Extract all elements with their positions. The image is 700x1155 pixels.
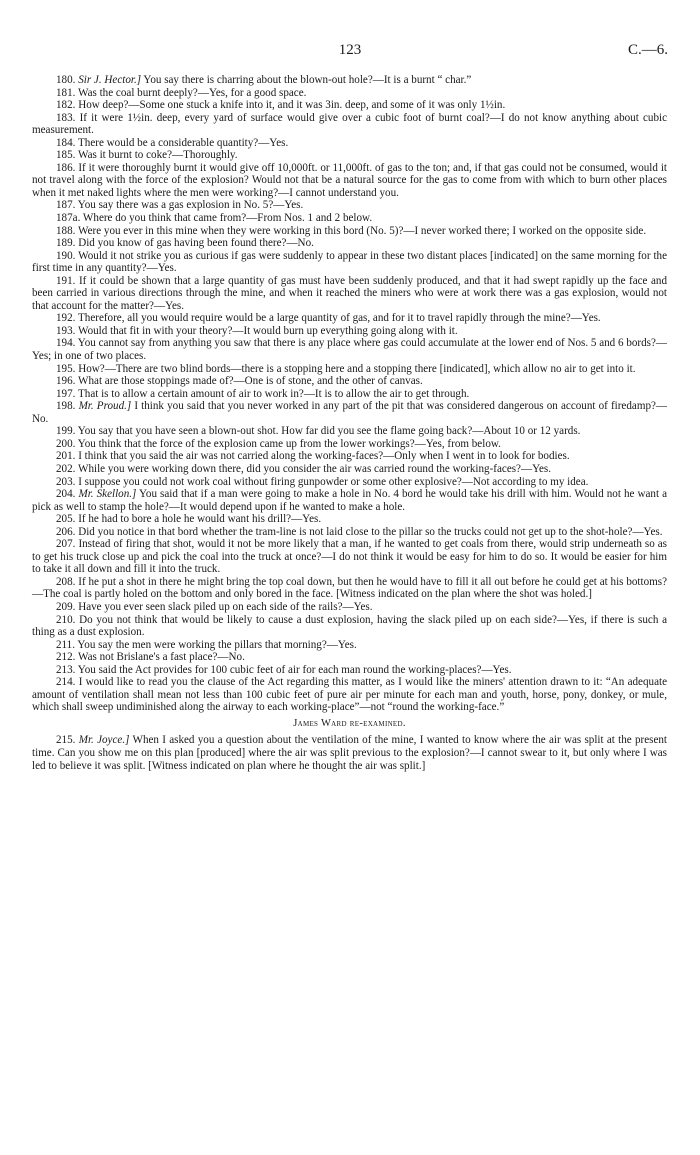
testimony-paragraph [32,237,667,250]
page-number: 123 [338,42,362,58]
question-number: 213. [56,663,76,676]
testimony-paragraph [32,312,667,325]
testimony-paragraph [32,614,667,639]
paragraph-text: Did you know of gas having been found there?—No. [78,237,314,250]
testimony-paragraph [32,400,667,425]
question-number: 187. [56,199,76,212]
paragraph-text: I suppose you could not work coal without firing gunpowder or some other explosive?—Not according to my idea. [78,475,589,488]
testimony-paragraph [32,137,667,150]
paragraph-text: How deep?—Some one stuck a knife into it, and it was 3in. deep, and some of it was only 1½in. [78,99,506,112]
testimony-paragraph [32,438,667,451]
question-number: 188. [56,224,76,237]
question-number: 210. [56,613,76,626]
testimony-paragraph [32,526,667,539]
testimony-paragraph [32,275,667,313]
question-number: 204. [56,488,76,501]
paragraph-text: Did you notice in that bord whether the tram-line is not laid close to the pillar so the trucks could not get up to the shot-hole?—Yes. [78,525,663,538]
paragraph-text: You think that the force of the explosion came up from the lower workings?—Yes, from below. [77,437,501,450]
paragraph-text: I would like to read you the clause of the Act regarding this matter, as I would like the miners' attention drawn to it: “An adequate amount of ventilation shall mean not less than 100 cubic feet of pure air per minute for each man and youth, horse, pony, donkey, or mule, which shall sweep undiminished along the airway to each working-place”—not “round the working-face.” [32,676,667,714]
question-number: 198. [56,400,76,413]
testimony-paragraph [32,388,667,401]
question-number: 191. [56,274,76,287]
testimony-paragraph [32,99,667,112]
paragraph-text: You say the men were working the pillars that morning?—Yes. [77,638,357,651]
paragraph-text: I think that you said the air was not carried along the working-faces?—Only when I went in to look for bodies. [78,450,570,463]
question-number: 202. [56,462,76,475]
paragraph-text: You said the Act provides for 100 cubic feet of air for each man round the working-places?—Yes. [77,663,512,676]
paragraph-text: Where do you think that came from?—From Nos. 1 and 2 below. [82,212,373,225]
testimony-paragraph [32,664,667,677]
testimony-paragraph [32,576,667,601]
testimony-paragraph [32,488,667,513]
testimony-paragraph [32,325,667,338]
paragraph-text: How?—There are two blind bords—there is a stopping here and a stopping there [indicated], which allow no air to get into it. [78,362,636,375]
testimony-paragraph [32,250,667,275]
testimony-paragraph [32,476,667,489]
paragraph-text: I think you said that you never worked in any part of the pit that was considered dangerous on account of firedamp?—No. [32,400,668,425]
question-number: 190. [56,249,76,262]
paragraph-text: There would be a considerable quantity?—Yes. [78,136,289,149]
question-number: 194. [56,337,76,350]
paragraph-text: You said that if a man were going to make a hole in No. 4 bord he would take his drill with him. Would not he want a pick as well to stamp the hole?—It would depend upon if he wanted to make a hole. [32,488,667,513]
question-number: 207. [56,538,76,551]
question-number: 214. [56,676,76,689]
question-number: 193. [56,324,76,337]
question-number: 181. [56,86,76,99]
paragraph-text: If it were 1½in. deep, every yard of surface would give over a cubic foot of burnt coal?—I do not know anything about cubic measurement. [32,111,667,137]
paragraph-text: Was the coal burnt deeply?—Yes, for a good space. [78,86,307,99]
section-heading: James Ward re-examined. [293,717,406,729]
testimony-paragraph [32,112,667,137]
document-reference: C.—6. [627,42,668,58]
question-number: 197. [56,387,76,400]
page-header [0,42,700,64]
paragraph-text: That is to allow a certain amount of air to work in?—It is to allow the air to get through. [78,387,470,400]
testimony-paragraph [32,363,667,376]
paragraph-text: Instead of firing that shot, would it not be more likely that a man, if he wanted to get coals from there, would strip underneath so as to get his truck close up and pick the coal into the truck at once?—I do not think it would be easy for him to do so. It would be easier for him to take it all down and fill it into the truck. [32,538,667,576]
testimony-paragraph [32,513,667,526]
testimony-paragraph [32,337,667,362]
question-number: 186. [56,161,76,174]
speaker-name: Sir J. Hector.] [78,74,142,86]
question-number: 209. [56,600,76,613]
testimony-paragraph [32,199,667,212]
speaker-name: Mr. Joyce.] [78,734,130,747]
testimony-paragraph [32,87,667,100]
question-number: 208. [56,575,76,588]
testimony-paragraph [32,212,667,225]
paragraph-text: If it could be shown that a large quantity of gas must have been suddenly produced, and that it had swept rapidly up the face and been carried in various directions through the mine, and when it reached the miners who were at work there was a gas explosion, would not that account for the matter?—Yes. [32,274,667,312]
testimony-paragraph [32,450,667,463]
paragraph-text: Would that fit in with your theory?—It would burn up everything going along with it. [78,324,458,337]
testimony-paragraph [32,375,667,388]
paragraph-text: You say there is charring about the blown-out hole?—It is a burnt “ char.” [141,74,472,86]
question-number: 182. [56,99,76,112]
paragraph-text: Therefore, all you would require would be a large quantity of gas, and for it to travel rapidly through the mine?—Yes. [78,312,601,325]
speaker-name: Mr. Skellon.] [78,488,137,501]
paragraph-text: Would it not strike you as curious if gas were suddenly to appear in these two distant places [indicated] on the same morning for the first time in any quantity?—Yes. [32,249,667,275]
testimony-paragraph [32,538,667,576]
question-number: 200. [56,437,76,450]
question-number: 189. [56,237,76,250]
question-number: 180. [56,74,76,86]
testimony-paragraph [32,734,667,772]
testimony-paragraph [32,651,667,664]
question-number: 195. [56,362,76,375]
paragraph-text: You say that you have seen a blown-out shot. How far did you see the flame going back?—About 10 or 12 yards. [77,425,581,438]
testimony-paragraph [32,463,667,476]
testimony-paragraph [32,162,667,200]
paragraph-text: What are those stoppings made of?—One is of stone, and the other of canvas. [78,375,423,388]
question-number: 187a. [56,212,81,225]
paragraph-text: You say there was a gas explosion in No. 5?—Yes. [77,199,304,212]
question-number: 206. [56,525,76,538]
paragraph-text: If it were thoroughly burnt it would give off 10,000ft. or 11,000ft. of gas to the ton; and, if that gas could not be consumed, would it not travel along with the force of the explosion? Would not that be a natural source for the gas to come from with which to burn other places when it met naked lights where the men were working?—I cannot understand you. [32,161,667,199]
speaker-name: Mr. Proud.] [78,400,132,413]
question-number: 211. [56,638,76,651]
paragraph-text: Were you ever in this mine when they were working in this bord (No. 5)?—I never worked there; I worked on the opposite side. [78,224,647,237]
paragraph-text: If he put a shot in there he might bring the top coal down, but then he would have to fill it all out before he could get at his bottoms?—The coal is partly holed on the bottom and only bored in the face. [Witness indicated on the plan where the shot was holed.] [32,575,667,601]
testimony-paragraph [32,639,667,652]
question-number: 199. [56,425,76,438]
paragraph-text: While you were working down there, did you consider the air was carried round the working-faces?—Yes. [78,462,551,475]
paragraph-text: Was not Brislane's a fast place?—No. [78,651,245,664]
paragraph-text: Do you not think that would be likely to cause a dust explosion, having the slack piled up on each side?—Yes, if there is such a thing as a dust explosion. [32,613,667,639]
question-number: 212. [56,651,76,664]
question-number: 201. [56,450,76,463]
testimony-body [32,74,667,772]
question-number: 185. [56,149,76,162]
question-number: 203. [56,475,76,488]
question-number: 192. [56,312,76,325]
testimony-paragraph [32,149,667,162]
paragraph-text: If he had to bore a hole he would want his drill?—Yes. [78,513,322,526]
question-number: 184. [56,136,76,149]
testimony-paragraph [32,225,667,238]
paragraph-text: Was it burnt to coke?—Thoroughly. [78,149,238,162]
question-number: 196. [56,375,76,388]
testimony-paragraph [32,425,667,438]
paragraph-text: When I asked you a question about the ventilation of the mine, I wanted to know where the air was split at the present time. Can you show me on this plan [produced] where the air was split previous to the explosion?—I cannot swear to it, but only where I was led to believe it was split. [Witness indicated on plan where he thought the air was split.] [32,734,668,772]
question-number: 205. [56,513,76,526]
paragraph-text: You cannot say from anything you saw that there is any place where gas could accumulate at the lower end of Nos. 5 and 6 bords?—Yes; in one of two places. [32,337,667,363]
question-number: 183. [56,111,76,124]
testimony-paragraph [32,74,667,87]
question-number: 215. [56,734,76,747]
testimony-paragraph [32,601,667,614]
testimony-paragraph [32,676,667,714]
paragraph-text: Have you ever seen slack piled up on each side of the rails?—Yes. [78,600,373,613]
